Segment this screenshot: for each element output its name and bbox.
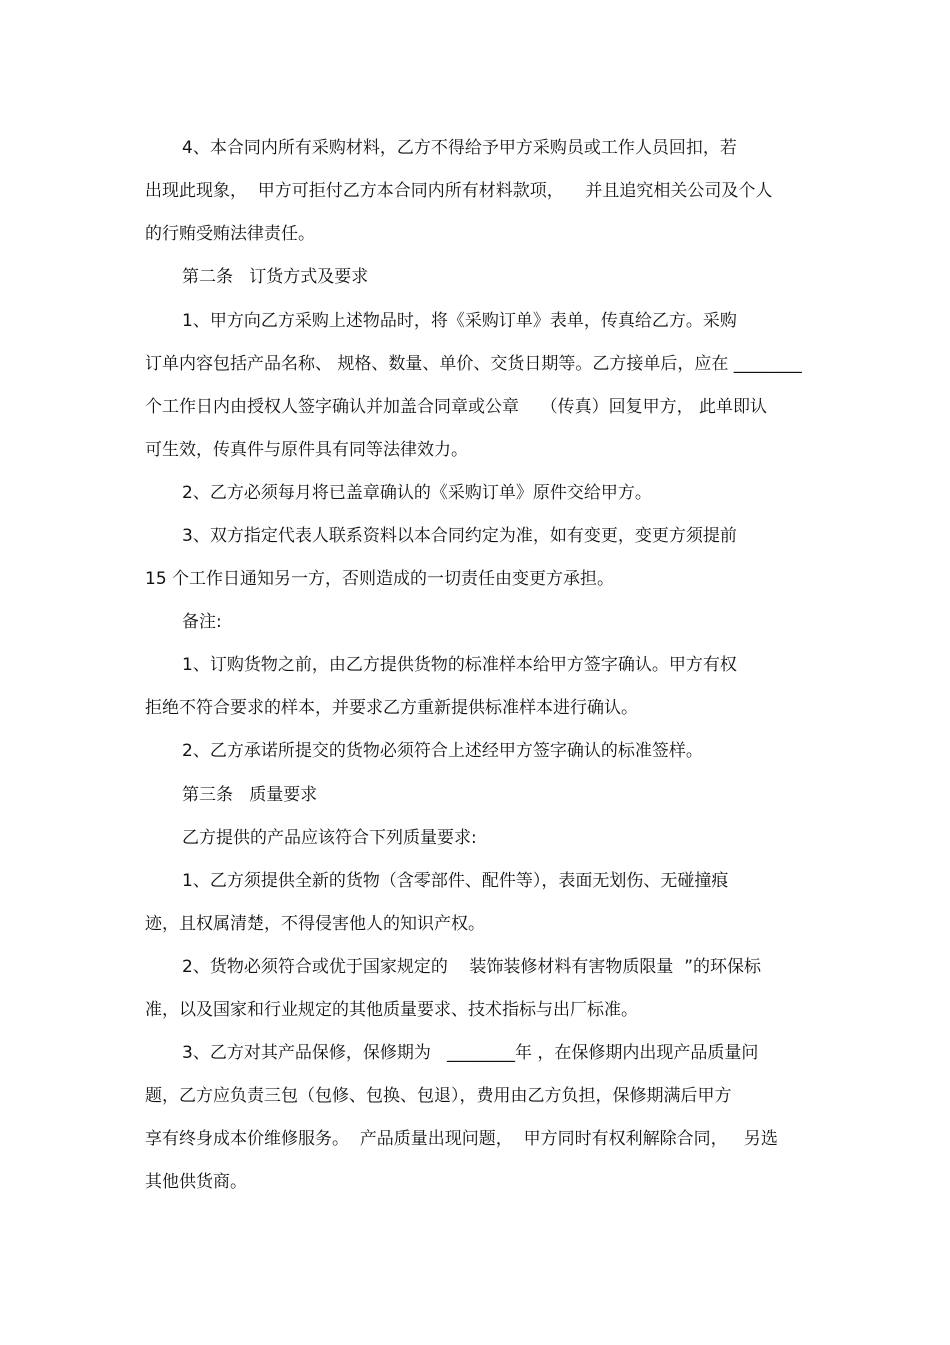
clause-2-1-line-4: 可生效，传真件与原件具有同等法律效力。 — [145, 440, 468, 460]
clause-3-2-line-2: 准，以及国家和行业规定的其他质量要求、技术指标与出厂标准。 — [145, 1000, 638, 1020]
article-2-heading: 第二条 订货方式及要求 — [182, 267, 369, 287]
clause-3-3-line-4: 其他供货商。 — [145, 1172, 247, 1192]
article-3-intro: 乙方提供的产品应该符合下列质量要求: — [182, 828, 477, 848]
clause-2-1-line-3: 个工作日内由授权人签字确认并加盖合同章或公章 （传真）回复甲方， 此单即认 — [145, 397, 768, 417]
clause-2-2: 2、乙方必须每月将已盖章确认的《采购订单》原件交给甲方。 — [182, 483, 652, 503]
clause-3-1-line-2: 迹，且权属清楚，不得侵害他人的知识产权。 — [145, 914, 485, 934]
article-3-heading: 第三条 质量要求 — [182, 785, 318, 805]
remark-2: 2、乙方承诺所提交的货物必须符合上述经甲方签字确认的标准签样。 — [182, 741, 703, 761]
clause-1-4-line-3: 的行贿受贿法律责任。 — [145, 224, 315, 244]
remark-1-line-1: 1、订购货物之前，由乙方提供货物的标准样本给甲方签字确认。甲方有权 — [182, 655, 737, 675]
remark-1-line-2: 拒绝不符合要求的样本，并要求乙方重新提供标准样本进行确认。 — [145, 698, 638, 718]
clause-1-4-line-2: 出现此现象， 甲方可拒付乙方本合同内所有材料款项， 并且追究相关公司及个人 — [145, 181, 773, 201]
clause-2-1-line-1: 1、甲方向乙方采购上述物品时，将《采购订单》表单，传真给乙方。采购 — [182, 311, 737, 331]
remarks-heading: 备注: — [182, 612, 222, 632]
clause-2-3-line-2: 15 个工作日通知另一方，否则造成的一切责任由变更方承担。 — [145, 569, 615, 589]
clause-3-3-line-1: 3、乙方对其产品保修，保修期为 ________年 ，在保修期内出现产品质量问 — [182, 1043, 759, 1063]
clause-1-4-line-1: 4、本合同内所有采购材料，乙方不得给予甲方采购员或工作人员回扣，若 — [182, 138, 737, 158]
clause-3-2-line-1: 2、货物必须符合或优于国家规定的 装饰装修材料有害物质限量 ”的环保标 — [182, 957, 762, 977]
clause-3-1-line-1: 1、乙方须提供全新的货物（含零部件、配件等），表面无划伤、无碰撞痕 — [182, 871, 729, 891]
clause-3-3-line-2: 题，乙方应负责三包（包修、包换、包退），费用由乙方负担，保修期满后甲方 — [145, 1086, 732, 1106]
clause-3-3-line-3: 享有终身成本价维修服务。 产品质量出现问题， 甲方同时有权利解除合同， 另选 — [145, 1129, 778, 1149]
clause-2-3-line-1: 3、双方指定代表人联系资料以本合同约定为准，如有变更，变更方须提前 — [182, 526, 737, 546]
clause-2-1-line-2: 订单内容包括产品名称、 规格、数量、单价、交货日期等。乙方接单后，应在 ________ — [145, 354, 802, 374]
